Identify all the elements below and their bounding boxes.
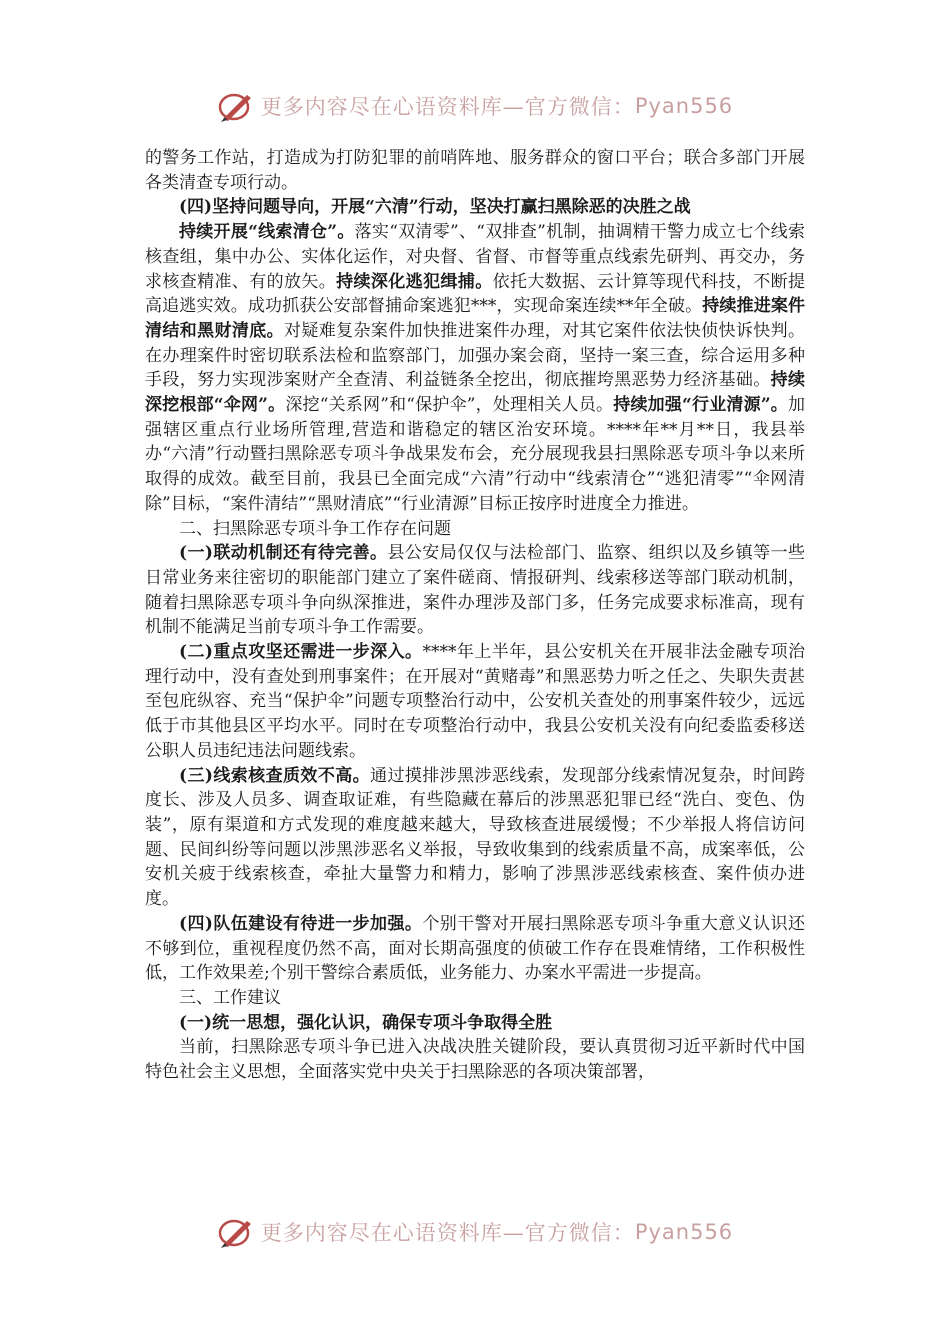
paragraph-text: 的警务工作站，打造成为打防犯罪的前哨阵地、服务群众的窗口平台；联合多部门开展各类清查专项行动。	[145, 148, 805, 193]
paragraph	[145, 912, 805, 986]
heading-text: 二、扫黑除恶专项斗争工作存在问题	[179, 518, 451, 539]
banner-wechat-id: Pyan556	[634, 1220, 734, 1244]
subsection-heading	[145, 195, 805, 220]
paragraph-text: ****年上半年，县公安机关在开展非法金融专项治理行动中，没有查处到刑事案件；在开展对“黄赌毒”和黑恶势力听之任之、失职失责甚至包庇纵容、充当“保护伞”问题专项整治行动中，公安机关查处的刑事案件较少，远远低于市其他县区平均水平。同时在专项整治行动中，我县公安机关没有向纪委监委移送公职人员违纪违法问题线索。	[145, 642, 806, 761]
pen-logo-icon	[217, 89, 255, 123]
paragraph-text: 通过摸排涉黑涉恶线索，发现部分线索情况复杂，时间跨度长、涉及人员多、调查取证难，有些隐藏在幕后的涉黑恶犯罪已经“洗白、变色、伪装”，原有渠道和方式发现的难度越来越大，导致核查进展缓慢；不少举报人将信访问题、民间纠纷等问题以涉黑涉恶名义举报，导致收集到的线索质量不高，成案率低，公安机关疲于线索核查，牵扯大量警力和精力，影响了涉黑涉恶线索核查、案件侦办进度。	[145, 765, 805, 910]
paragraph	[145, 640, 805, 764]
paragraph-text: 对疑难复杂案件加快推进案件办理，对其它案件依法快侦快诉快判。在办理案件时密切联系法检和监察部门，加强办案会商，坚持一案三查，综合运用多种手段，努力实现涉案财产全查清、利益链条全挖出，彻底摧垮黑恶势力经济基础。	[145, 320, 806, 391]
paragraph-text: 当前，扫黑除恶专项斗争已进入决战决胜关键阶段，要认真贯彻习近平新时代中国特色社会主义思想，全面落实党中央关于扫黑除恶的各项决策部署，	[145, 1037, 805, 1083]
paragraph-text: 依托大数据、云计算等现代科技，不断提高追逃实效。成功抓获公安部督捕命案逃犯***，实现命案连续**年全破。	[145, 271, 806, 317]
paragraph-text: 县公安局仅仅与法检部门、监察、组织以及乡镇等一些日常业务来往密切的职能部门建立了案件磋商、情报研判、线索移送等部门联动机制，随着扫黑除恶专项斗争向纵深推进，案件办理涉及部门多，任务完成要求标准高，现有机制不能满足当前专项斗争工作需要。	[145, 543, 806, 638]
bold-lead: 持续开展“线索清仓”。	[179, 222, 355, 243]
paragraph	[145, 1035, 805, 1084]
bold-lead: (三)线索核查质效不高。	[179, 765, 371, 786]
paragraph	[145, 541, 805, 640]
heading-text: (四)坚持问题导向，开展“六清”行动，坚决打赢扫黑除恶的决胜之战	[179, 197, 691, 218]
bold-lead: 持续深化逃犯缉捕。	[336, 271, 493, 292]
section-heading	[145, 517, 805, 542]
bold-lead: 持续推进案件清结和黑财清底。	[145, 296, 806, 341]
bold-lead: (二)重点攻坚还需进一步深入。	[179, 642, 423, 663]
pen-logo-icon	[217, 1215, 255, 1249]
bold-lead: 持续深挖根部“伞网”。	[145, 370, 806, 416]
footer-banner	[0, 1212, 950, 1252]
paragraph	[145, 220, 805, 516]
bold-lead: (一)联动机制还有待完善。	[179, 543, 388, 564]
bold-lead: 持续加强“行业清源”。	[613, 395, 788, 416]
subsection-heading	[145, 1011, 805, 1036]
header-banner	[0, 86, 950, 126]
section-heading	[145, 986, 805, 1011]
paragraph-text: 加强辖区重点行业场所管理,营造和谐稳定的辖区治安环境。****年**月**日，我县举办“六清”行动暨扫黑除恶专项斗争战果发布会，充分展现我县扫黑除恶专项斗争以来所取得的成效。截至目前，我县已全面完成“六清”行动中“线索清仓”“逃犯清零”“伞网清除”目标，“案件清结”“黑财清底”“行业清源”目标正按序时进度全力推进。	[145, 395, 805, 514]
banner-wechat-id: Pyan556	[634, 94, 734, 118]
paragraph	[145, 764, 805, 912]
heading-text: 三、工作建议	[179, 987, 281, 1008]
paragraph-text: 落实“双清零”、“双排查”机制，抽调精干警力成立七个线索核查组，集中办公、实体化运作，对央督、省督、市督等重点线索先研判、再交办，务求核查精准、有的放矢。	[145, 222, 806, 292]
heading-text: (一)统一思想，强化认识，确保专项斗争取得全胜	[179, 1012, 553, 1033]
banner-text: 更多内容尽在心语资料库—官方微信：	[260, 95, 635, 119]
document-body	[145, 146, 805, 1085]
bold-lead: (四)队伍建设有待进一步加强。	[179, 913, 423, 934]
banner-text: 更多内容尽在心语资料库—官方微信：	[260, 1221, 635, 1245]
paragraph-text: 个别干警对开展扫黑除恶专项斗争重大意义认识还不够到位，重视程度仍然不高，面对长期高强度的侦破工作存在畏难情绪，工作积极性低，工作效果差;个别干警综合素质低，业务能力、办案水平需进一步提高。	[145, 913, 806, 984]
paragraph	[145, 146, 805, 195]
paragraph-text: 深挖“关系网”和“保护伞”，处理相关人员。	[285, 395, 614, 416]
